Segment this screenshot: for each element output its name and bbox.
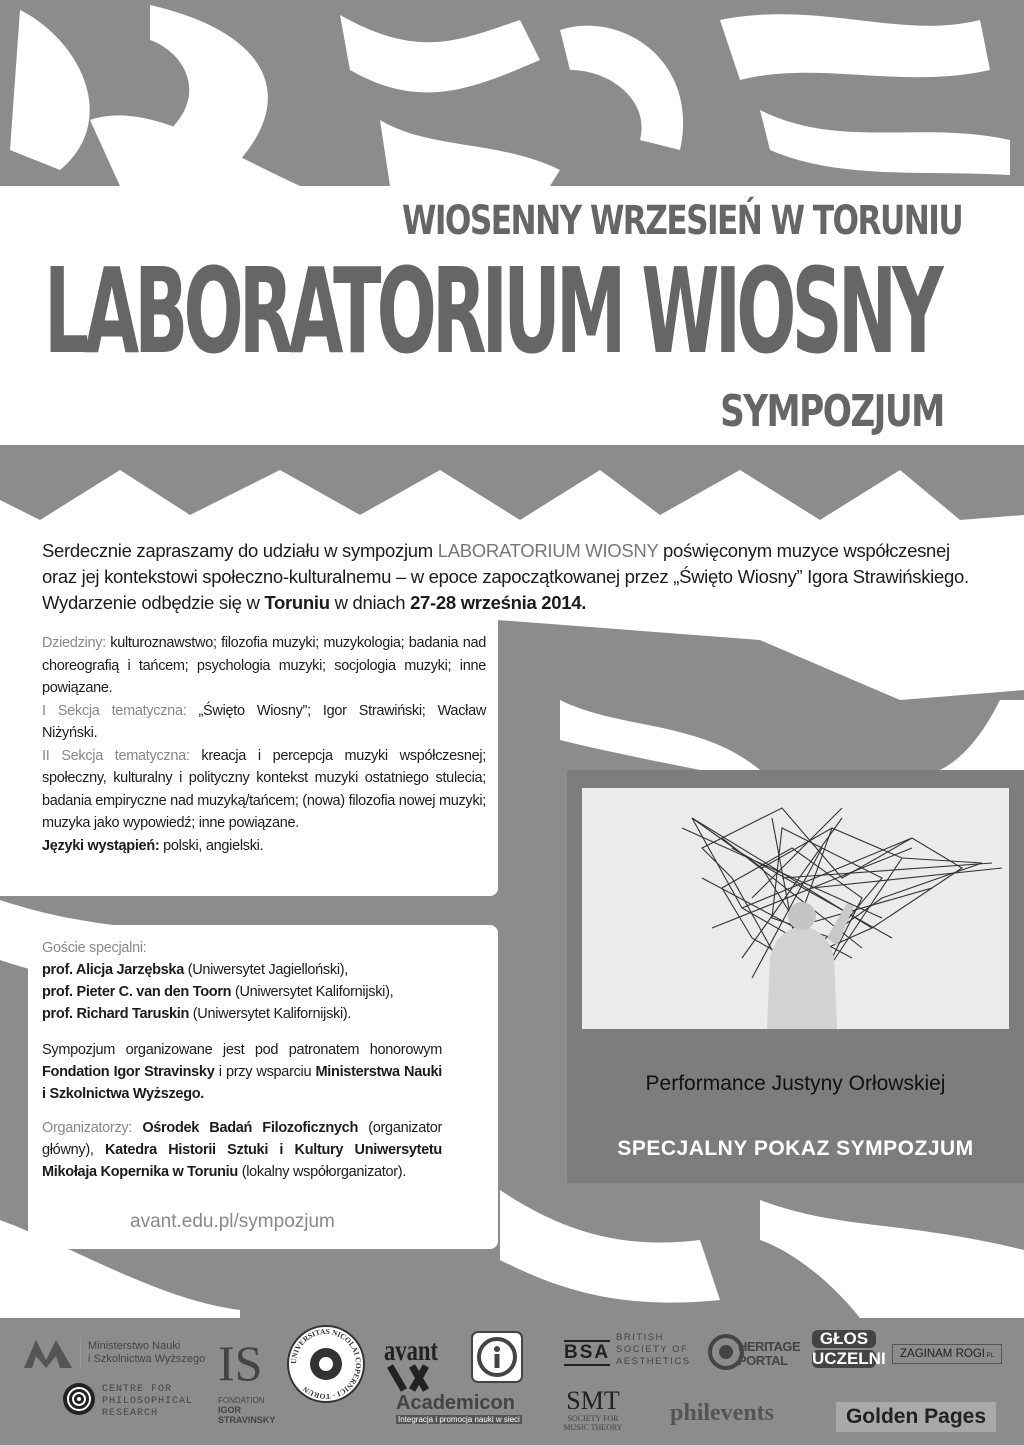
special-show-label: SPECJALNY POKAZ SYMPOZJUM [617,1137,974,1160]
patronage-text: Sympozjum organizowane jest pod patronatem honorowym [42,1042,442,1058]
patronage-foundation: Fondation Igor Stravinsky [42,1064,215,1080]
section1-text: „Święto Wiosny”; Igor Strawiński; Wacław Niżyński. [42,702,487,741]
page-title: LABORATORIUM WIOSNY [44,242,939,380]
website-link[interactable]: avant.edu.pl/sympozjum [130,1211,335,1232]
intro-city: Toruniu [264,592,330,613]
organizers-label: Organizatorzy: [42,1120,133,1136]
bsa-line1: BRITISH [616,1332,664,1343]
string-installation-image [582,788,1009,1029]
academicon-tag: Integracja i promocja nauki w sieci [398,1415,520,1424]
organizer-local-note: (lokalny współorganizator). [237,1164,407,1180]
guest-name: prof. Richard Taruskin [42,1006,190,1022]
bsa-line2: SOCIETY OF [616,1344,689,1355]
guest-item [42,981,472,1003]
guest-affiliation: (Uniwersytet Kalifornijski), [231,984,394,1000]
guest-item [42,959,472,981]
fields-label: Dziedziny: [42,635,106,651]
golden-pages-logo: Golden Pages [836,1402,996,1432]
avant-logo [382,1330,440,1397]
glos-uczelni-logo [812,1329,886,1368]
bsa-mark: BSA [564,1340,610,1366]
organizer-local: Katedra Historii Sztuki i Kultury Uniwersytetu Mikołaja Kopernika w Toruniu [42,1142,442,1180]
guest-affiliation: (Uniwersytet Jagielloński), [183,962,349,978]
zaginam-name: ZAGINAM ROGI [900,1348,985,1360]
heritage-line1: HERITAGE [738,1339,801,1354]
intro-text: w dniach [329,592,411,613]
academicon-logo [396,1392,522,1424]
intro-text: poświęconym muzyce współczesnej oraz jej kontekstowi społeczno-kulturalnemu – w epoce zapoczątkowanej przez „Święto Wiosny” Igora Strawińskiego. Wydarzenie odbędzie się w [42,540,969,613]
fis-line1: FONDATION [218,1396,265,1405]
sponsor-logos [0,1318,1024,1445]
umk-seal [286,1324,366,1409]
glos-line2: UCZELNI [812,1349,886,1368]
patronage-section [42,1039,442,1105]
smt-line2: MUSIC THEORY [563,1423,623,1432]
organizers-section [42,1117,442,1183]
section2-label: II Sekcja tematyczna: [42,747,190,764]
section2-text: kreacja i percepcja muzyki współczesnej; społeczny, kulturalny i polityczny kontekst muzyki ostatniego stulecia; badania empiryczne nad muzyką/tańcem; (nowa) filozofia nowej muzyki; muzyka jako wypowiedź; inne powiązane. [42,747,486,831]
seal-ring-text: UNIVERSITAS NICOLAI COPERNICI · TORUN [288,1326,364,1402]
intro-paragraph [42,538,982,616]
ministry-line1: Ministerstwo Nauki [88,1340,181,1352]
avant-icon [382,1330,440,1392]
organizer-main-note: (organizator główny), [42,1120,443,1158]
performance-photo [582,788,1009,1029]
section1-line [42,700,486,745]
info-circle-icon [470,1330,524,1384]
smt-mark: SMT [566,1386,620,1415]
glos-line1: GŁOS [812,1330,876,1348]
zaginam-rogi-logo [892,1344,1002,1364]
guest-item [42,1003,472,1025]
fields-line [42,632,486,700]
heritage-line2: PORTAL [738,1353,788,1368]
fis-mark: IS [218,1335,263,1391]
guest-name: prof. Pieter C. van den Toorn [42,984,232,1000]
cpr-line2: PHILOSOPHICAL [102,1396,194,1407]
performance-panel [567,770,1024,1183]
academicon-name: Academicon [396,1392,515,1414]
guests-section [42,937,472,1025]
bsa-line3: AESTHETICS [616,1356,691,1367]
smt-logo [556,1388,630,1432]
smt-line1: SOCIETY FOR [567,1414,619,1423]
intro-highlight: LABORATORIUM WIOSNY [437,540,659,561]
organizer-main: Ośrodek Badań Filozoficznych [132,1120,359,1136]
zaginam-tld: .PL [984,1353,994,1359]
avant-mark: avant [384,1334,438,1367]
section2-line [42,745,486,835]
ministry-icon [24,1338,72,1368]
languages-line [42,835,486,858]
intro-dates: 27-28 września 2014. [410,592,587,613]
ministry-divider [80,1338,81,1368]
section1-label: I Sekcja tematyczna: [42,702,187,719]
guests-label: Goście specjalni: [42,940,147,956]
languages-label: Języki wystąpień: [42,837,160,854]
philevents-logo: philevents [670,1400,775,1426]
intro-text: Serdecznie zapraszamy do udziału w sympozjum [42,540,438,561]
cpr-line3: RESEARCH [102,1408,159,1419]
event-kind: SYMPOZJUM [720,386,944,437]
patronage-ministry: Ministerstwa Nauki i Szkolnictwa Wyższego. [42,1064,443,1102]
patronage-text: i przy wsparciu [214,1064,316,1080]
languages-text: polski, angielski. [159,837,264,854]
subtitle: WIOSENNY WRZESIEŃ W TORUNIU [401,198,962,244]
guest-affiliation: (Uniwersytet Kalifornijski). [189,1006,352,1022]
cpr-line1: CENTRE FOR [102,1384,173,1395]
topics-section [42,632,486,857]
info-center-logo [470,1330,524,1389]
performance-caption: Performance Justyny Orłowskiej [645,1072,946,1095]
fields-text: kulturoznawstwo; filozofia muzyki; muzykologia; badania nad choreografią i tańcem; psychologia muzyki; socjologia muzyki; inne powiązane. [42,635,486,696]
fis-line2: IGOR STRAVINSKY [218,1405,276,1425]
ministry-line2: i Szkolnictwa Wyższego [88,1353,206,1365]
guest-name: prof. Alicja Jarzębska [42,962,184,978]
spiral-icon [62,1382,96,1416]
university-seal-icon [286,1324,366,1404]
